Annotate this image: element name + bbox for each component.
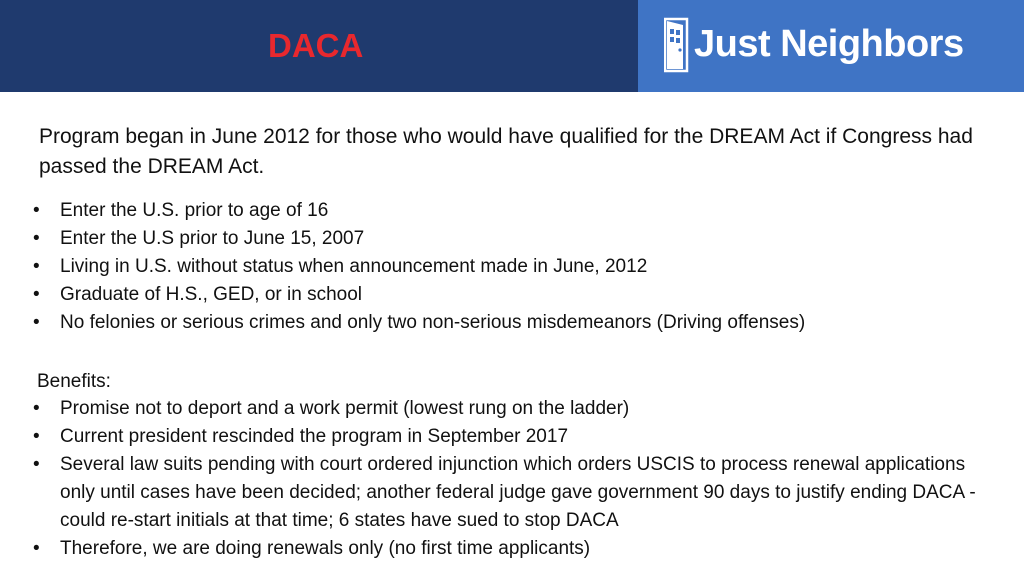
bullet-icon: • (33, 200, 40, 221)
list-item (33, 451, 993, 535)
list-item (33, 535, 993, 563)
list-item-text: No felonies or serious crimes and only two non-serious misdemeanors (Driving offenses) (60, 312, 806, 333)
bullet-icon: • (33, 284, 40, 305)
benefits-list (33, 395, 993, 563)
bullet-icon: • (33, 312, 40, 333)
list-item-text: Current president rescinded the program in September 2017 (60, 426, 569, 447)
list-item-text: Promise not to deport and a work permit (lowest rung on the ladder) (60, 398, 630, 419)
door-icon (664, 17, 690, 73)
list-item (33, 253, 993, 281)
benefits-heading: Benefits: (37, 371, 111, 392)
intro-paragraph: Program began in June 2012 for those who would have qualified for the DREAM Act if Congress had passed the DREAM Act. (39, 125, 973, 178)
list-item-text: Several law suits pending with court ordered injunction which orders USCIS to process renewal applications only until cases have been decided; another federal judge gave government 90 days to justify ending DACA - could re-start initials at that time; 6 states have sued to stop DACA (60, 454, 976, 531)
bullet-icon: • (33, 398, 40, 419)
bullet-icon: • (33, 426, 40, 447)
requirements-list (33, 197, 993, 337)
logo-wordmark: Just Neighbors (694, 23, 964, 65)
bullet-icon: • (33, 228, 40, 249)
list-item-text: Therefore, we are doing renewals only (no first time applicants) (60, 538, 591, 559)
list-item-text: Enter the U.S. prior to age of 16 (60, 200, 329, 221)
list-item-text: Graduate of H.S., GED, or in school (60, 284, 363, 305)
list-item (33, 423, 993, 451)
list-item (33, 225, 993, 253)
list-item (33, 395, 993, 423)
list-item-text: Enter the U.S prior to June 15, 2007 (60, 228, 365, 249)
bullet-icon: • (33, 538, 40, 559)
bullet-icon: • (33, 256, 40, 277)
bullet-icon: • (33, 454, 40, 475)
list-item (33, 197, 993, 225)
list-item (33, 281, 993, 309)
slide-title: DACA (268, 27, 364, 64)
list-item-text: Living in U.S. without status when announcement made in June, 2012 (60, 256, 648, 277)
list-item (33, 309, 993, 337)
